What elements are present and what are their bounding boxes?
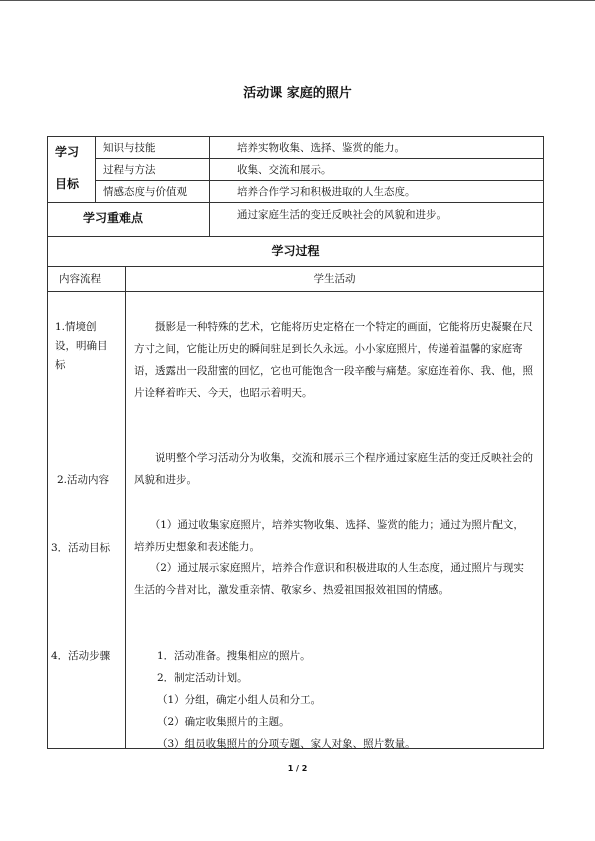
objectives-header-1: 学习 <box>55 145 80 159</box>
objective-label: 知识与技能 <box>103 142 156 154</box>
step-label: 1.情境创 <box>55 321 97 333</box>
key-points-label: 学习重难点 <box>83 211 144 225</box>
activity-paragraph: （1）通过收集家庭照片，培养实物收集、选择、鉴赏的能力；通过为照片配文，培养历史想象和表述能力。 <box>134 519 524 553</box>
activity-paragraph: 说明整个学习活动分为收集，交流和展示三个程序通过家庭生活的变迁反映社会的风貌和进步。 <box>134 452 533 486</box>
step-label: 2.活动内容 <box>57 474 110 486</box>
activity-step: （1）分组，确定小组人员和分工。 <box>157 694 322 706</box>
objective-value: 培养实物收集、选择、鉴赏的能力。 <box>237 142 405 154</box>
activity-paragraph: （2）通过展示家庭照片，培养合作意识和积极进取的人生态度，通过照片与现实生活的今昔对比，激发重亲情、敬家乡、热爱祖国报效祖国的情感。 <box>134 562 524 596</box>
page-title: 活动课 家庭的照片 <box>243 86 352 101</box>
objective-label: 过程与方法 <box>103 164 156 176</box>
step-label: 设，明确目 <box>55 340 108 352</box>
objective-label: 情感态度与价值观 <box>103 186 187 198</box>
activity-paragraph: 摄影是一种特殊的艺术，它能将历史定格在一个特定的画面，它能将历史凝聚在尺方寸之间，它能让历史的瞬间驻足到长久永远。小小家庭照片，传递着温馨的家庭寄语，透露出一段甜蜜的回忆，它也可能饱含一段辛酸与痛楚。家庭连着你、我、他，照片诠释着昨天、今天，也昭示着明天。 <box>134 321 533 399</box>
activity-step: （2）确定收集照片的主题。 <box>157 716 290 728</box>
lesson-table <box>47 136 544 749</box>
step-label: 3．活动目标 <box>51 542 111 554</box>
page-number: 1 / 2 <box>287 764 308 773</box>
column-header-flow: 内容流程 <box>59 273 101 285</box>
activity-step: 2．制定活动计划。 <box>157 672 248 684</box>
activity-step: 1．活动准备。搜集相应的照片。 <box>157 650 311 662</box>
page-top-rule <box>0 0 595 1</box>
key-points-value: 通过家庭生活的变迁反映社会的风貌和进步。 <box>237 209 447 221</box>
process-header: 学习过程 <box>271 244 320 258</box>
step-label: 4．活动步骤 <box>51 650 111 662</box>
activity-step: （3）组员收集照片的分项专题、家人对象、照片数量。 <box>157 738 416 750</box>
objective-value: 培养合作学习和积极进取的人生态度。 <box>237 186 416 198</box>
objective-value: 收集、交流和展示。 <box>237 164 332 176</box>
column-header-activity: 学生活动 <box>313 273 356 285</box>
step-label: 标 <box>55 359 66 371</box>
objectives-header-2: 目标 <box>55 177 80 191</box>
